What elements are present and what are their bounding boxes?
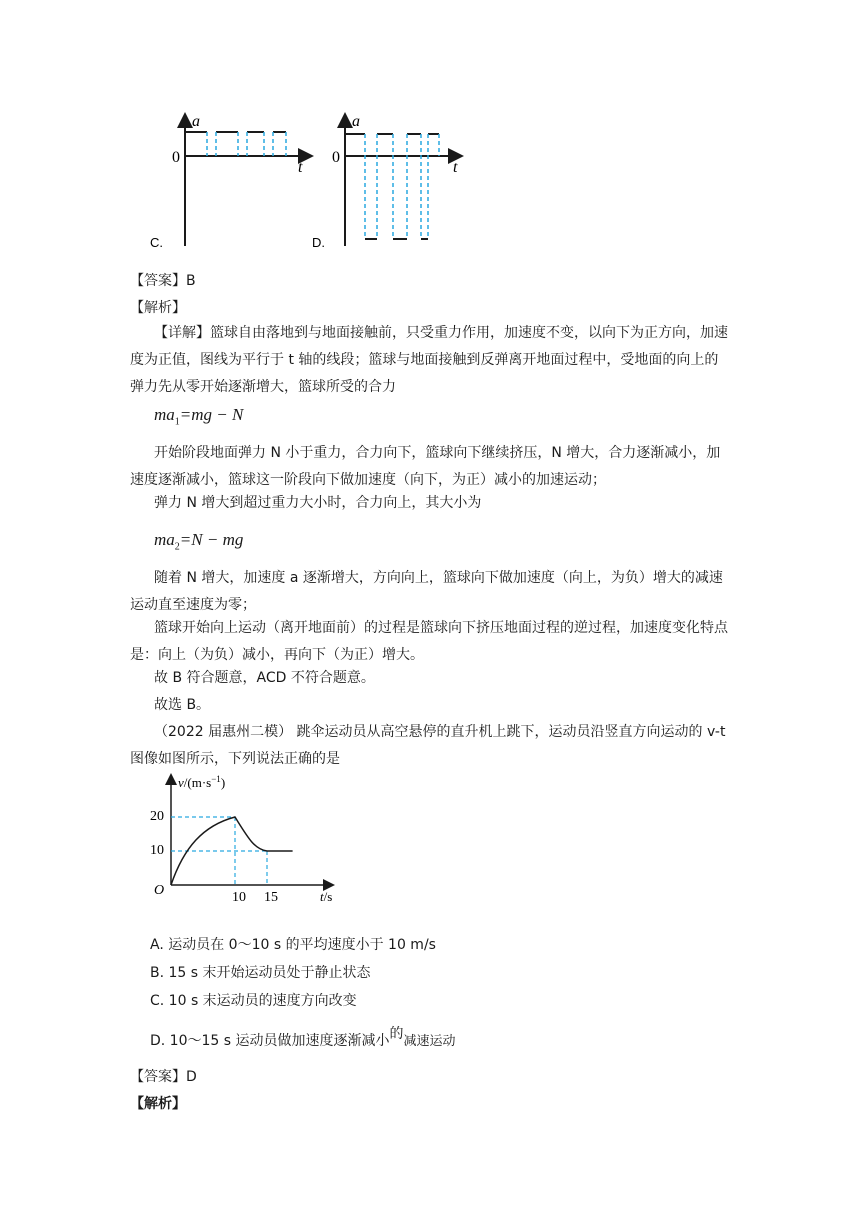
paragraph-7: 故选 B。	[154, 697, 211, 713]
answer-1: 【答案】B	[130, 273, 196, 289]
detail-paragraph: 【详解】篮球自由落地到与地面接触前，只受重力作用，加速度不变，以向下为正方向，加速度为正值，图线为平行于 t 轴的线段；篮球与地面接触到反弹离开地面过程中，受地面的向上的弹力先从零开始逐渐增大，篮球所受的合力	[130, 325, 728, 395]
answer-2: 【答案】D	[130, 1069, 197, 1085]
y-tick-20: 20	[150, 809, 164, 824]
y-axis-label: $v/(m\cdot s^{-1})$	[178, 774, 226, 790]
graph-c	[150, 110, 320, 250]
y-tick-10: 10	[150, 843, 164, 858]
analysis-2: 【解析】	[130, 1096, 186, 1112]
x-tick-15: 15	[264, 890, 278, 905]
question-2: （2022 届惠州二模） 跳伞运动员从高空悬停的直升机上跳下，运动员沿竖直方向运动的 v-t 图像如图所示，下列说法正确的是	[130, 724, 726, 767]
x-axis-label: t/s	[320, 889, 333, 904]
option-label: D.	[312, 235, 325, 250]
axis-t-label: t	[298, 159, 303, 176]
origin-label: 0	[332, 149, 340, 166]
dashed-lines	[207, 132, 286, 156]
vt-chart	[150, 770, 350, 905]
origin-label: 0	[172, 149, 180, 166]
dashed-lines	[365, 134, 439, 239]
axis-t-label: t	[453, 159, 458, 176]
paragraph-3: 弹力 N 增大到超过重力大小时，合力向上，其大小为	[154, 495, 482, 511]
option-a: A. 运动员在 0～10 s 的平均速度小于 10 m/s	[150, 937, 436, 953]
velocity-curve	[171, 817, 293, 885]
option-d: D. 10～15 s 运动员做加速度逐渐减小的减速运动	[150, 1026, 456, 1049]
origin-label: O	[154, 883, 165, 898]
option-b: B. 15 s 末开始运动员处于静止状态	[150, 965, 371, 981]
x-tick-10: 10	[232, 890, 246, 905]
paragraph-2: 开始阶段地面弹力 N 小于重力，合力向下，篮球向下继续挤压，N 增大，合力逐渐减小，加速度逐渐减小，篮球这一阶段向下做加速度（向下，为正）减小的加速运动；	[130, 445, 721, 488]
axis-a-label: a	[192, 113, 200, 130]
formula-2: $ma_2=N$ − mg	[154, 530, 244, 553]
paragraph-6: 故 B 符合题意，ACD 不符合题意。	[154, 670, 375, 686]
graph-d	[310, 110, 480, 250]
paragraph-4: 随着 N 增大，加速度 a 逐渐增大，方向向上，篮球向下做加速度（向上，为负）增大的减速运动直至速度为零；	[130, 570, 723, 613]
analysis-1: 【解析】	[130, 300, 186, 316]
option-label: C.	[150, 235, 163, 250]
formula-1: $ma_1=mg - N$	[154, 405, 244, 428]
option-c: C. 10 s 末运动员的速度方向改变	[150, 993, 357, 1009]
axis-a-label: a	[352, 113, 360, 130]
paragraph-5: 篮球开始向上运动（离开地面前）的过程是篮球向下挤压地面过程的逆过程，加速度变化特点是：向上（为负）减小，再向下（为正）增大。	[130, 620, 728, 663]
